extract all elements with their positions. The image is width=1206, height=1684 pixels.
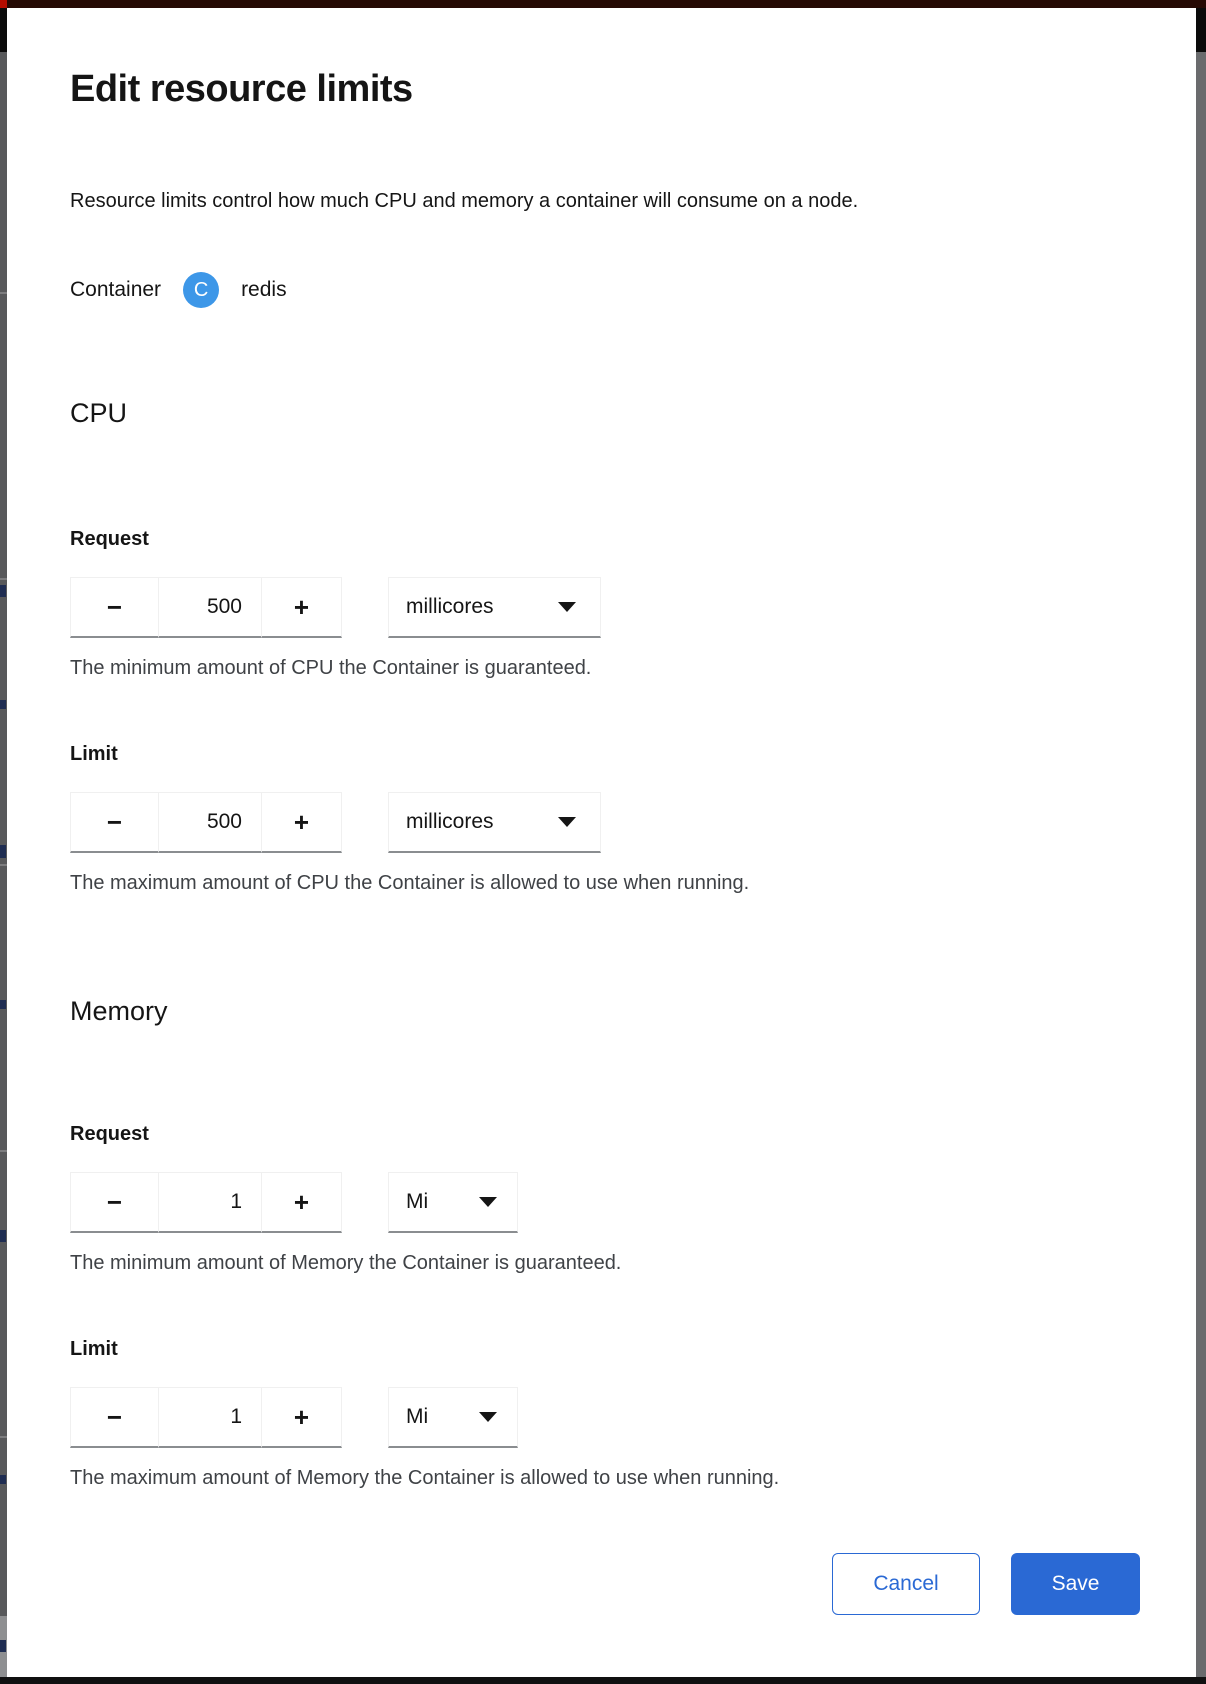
memory-limit-spinner xyxy=(70,1387,1070,1448)
decrement-button[interactable]: − xyxy=(70,1172,159,1233)
section-heading-cpu: CPU xyxy=(70,398,128,428)
container-badge-icon: C xyxy=(183,272,219,308)
modal-description: Resource limits control how much CPU and memory a container will consume on a node. xyxy=(70,190,859,212)
cpu-limit-spinner xyxy=(70,792,1070,853)
cpu-request-label: Request xyxy=(70,528,149,550)
backdrop-bottom-strip xyxy=(0,1677,1206,1684)
memory-request-unit-select[interactable] xyxy=(388,1172,518,1233)
backdrop-artifact xyxy=(0,1230,6,1242)
increment-button[interactable]: + xyxy=(261,577,342,638)
memory-limit-unit-select[interactable] xyxy=(388,1387,518,1448)
section-heading-memory: Memory xyxy=(70,996,168,1026)
container-label: Container xyxy=(70,278,162,301)
increment-button[interactable]: + xyxy=(261,792,342,853)
backdrop-top-strip xyxy=(0,0,1206,8)
backdrop-artifact xyxy=(0,700,6,709)
memory-request-spinner xyxy=(70,1172,1070,1233)
cpu-limit-field xyxy=(70,741,1070,896)
memory-request-field xyxy=(70,1121,1070,1276)
memory-limit-value-input[interactable] xyxy=(158,1387,262,1448)
container-name: redis xyxy=(241,278,287,301)
cpu-limit-value-input[interactable] xyxy=(158,792,262,853)
cpu-limit-label: Limit xyxy=(70,743,118,765)
memory-limit-label: Limit xyxy=(70,1338,118,1360)
caret-down-icon xyxy=(479,1412,497,1422)
unit-select-value: millicores xyxy=(406,810,494,833)
cancel-button[interactable]: Cancel xyxy=(832,1553,980,1615)
unit-select-value: Mi xyxy=(406,1405,429,1428)
cpu-request-value-input[interactable] xyxy=(158,577,262,638)
cpu-request-spinner xyxy=(70,577,1070,638)
backdrop-right-strip xyxy=(1196,8,1206,1684)
memory-request-label: Request xyxy=(70,1123,149,1145)
memory-request-helper: The minimum amount of Memory the Container is guaranteed. xyxy=(70,1252,622,1274)
caret-down-icon xyxy=(558,602,576,612)
page-title: Edit resource limits xyxy=(70,68,413,110)
container-row xyxy=(70,270,287,310)
cpu-limit-unit-select[interactable] xyxy=(388,792,601,853)
modal-footer xyxy=(832,1553,1140,1615)
memory-limit-field xyxy=(70,1336,1070,1491)
unit-select-value: Mi xyxy=(406,1190,429,1213)
decrement-button[interactable]: − xyxy=(70,577,159,638)
increment-button[interactable]: + xyxy=(261,1172,342,1233)
unit-select-value: millicores xyxy=(406,595,494,618)
cpu-limit-helper: The maximum amount of CPU the Container is allowed to use when running. xyxy=(70,872,750,894)
memory-request-value-input[interactable] xyxy=(158,1172,262,1233)
backdrop-artifact xyxy=(0,1475,6,1484)
decrement-button[interactable]: − xyxy=(70,1387,159,1448)
cpu-request-unit-select[interactable] xyxy=(388,577,601,638)
caret-down-icon xyxy=(558,817,576,827)
decrement-button[interactable]: − xyxy=(70,792,159,853)
cpu-request-helper: The minimum amount of CPU the Container is guaranteed. xyxy=(70,657,592,679)
backdrop-artifact xyxy=(0,845,6,858)
cpu-request-field xyxy=(70,526,1070,681)
backdrop-top-red-fragment xyxy=(0,0,7,8)
save-button[interactable]: Save xyxy=(1011,1553,1140,1615)
backdrop-artifact xyxy=(0,585,6,597)
caret-down-icon xyxy=(479,1197,497,1207)
increment-button[interactable]: + xyxy=(261,1387,342,1448)
backdrop-artifact xyxy=(0,1640,6,1652)
memory-limit-helper: The maximum amount of Memory the Container is allowed to use when running. xyxy=(70,1467,780,1489)
backdrop-artifact xyxy=(0,1000,6,1009)
